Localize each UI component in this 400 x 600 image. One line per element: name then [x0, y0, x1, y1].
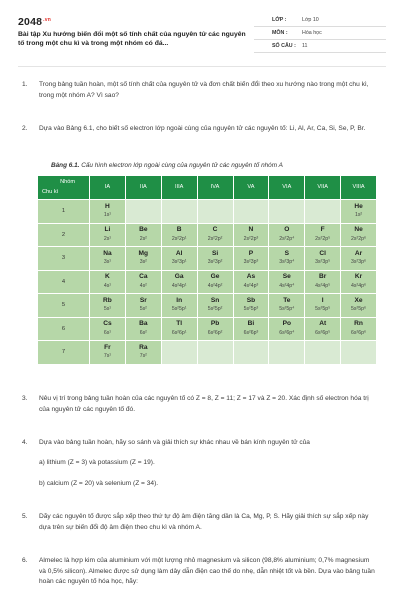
header-divider	[18, 66, 386, 67]
electron-configuration: 4s²4p³	[243, 282, 259, 289]
empty-cell	[125, 200, 161, 224]
empty-cell	[305, 200, 341, 224]
element-cell	[233, 223, 269, 247]
element-symbol: Po	[282, 320, 292, 328]
question-number: 1.	[22, 81, 28, 88]
element-symbol: Ba	[139, 320, 148, 328]
element-cell	[197, 223, 233, 247]
element-cell	[269, 317, 305, 341]
period-label: 4	[38, 270, 90, 294]
element-cell	[197, 270, 233, 294]
question-6	[22, 556, 378, 588]
electron-configuration: 2s²2p⁴	[279, 235, 295, 242]
empty-cell	[161, 200, 197, 224]
element-cell	[90, 294, 126, 318]
period-label: 5	[38, 294, 90, 318]
electron-configuration: 3s²3p¹	[171, 259, 187, 266]
element-cell	[125, 247, 161, 271]
group-header: IIIA	[161, 176, 197, 200]
question-text: Dựa vào bảng tuần hoàn, hãy so sánh và giải thích sự khác nhau về bán kính nguyên tử của	[39, 439, 310, 446]
electron-configuration: 6s²6p²	[207, 329, 223, 336]
empty-cell	[233, 341, 269, 365]
element-symbol: Fr	[104, 343, 111, 351]
element-symbol: Mg	[138, 249, 149, 257]
table-caption	[51, 162, 377, 169]
meta-value: Lớp 10	[302, 17, 319, 23]
question-3	[22, 394, 378, 415]
element-cell	[233, 317, 269, 341]
element-symbol: Al	[175, 249, 183, 257]
element-symbol: Bi	[247, 320, 255, 328]
element-cell	[90, 223, 126, 247]
question-text: Dãy các nguyên tố được sắp xếp theo thứ tự độ âm điện tăng dần là Ca, Mg, P, S. Hãy giải thích sự sắp xếp này dựa trên sự biến đổi độ âm điện theo chu kì và nhóm A.	[39, 513, 369, 531]
element-symbol: Rb	[103, 296, 112, 304]
element-cell	[305, 294, 341, 318]
element-symbol: Ga	[174, 273, 184, 281]
group-header: VIIA	[305, 176, 341, 200]
element-symbol: Cs	[103, 320, 112, 328]
question-number: 6.	[22, 557, 28, 564]
element-cell	[305, 317, 341, 341]
electron-configuration: 5s²5p⁴	[279, 306, 295, 313]
electron-configuration: 4s²4p⁵	[315, 282, 331, 289]
question-4-part-a: a) lithium (Z = 3) và potassium (Z = 19).	[39, 458, 155, 466]
electron-configuration: 1s¹	[103, 212, 112, 219]
electron-configuration: 2s¹	[103, 235, 112, 242]
empty-cell	[197, 341, 233, 365]
electron-configuration: 4s²4p⁶	[351, 282, 367, 289]
electron-configuration: 3s²3p³	[243, 259, 259, 266]
electron-configuration: 6s²6p⁵	[315, 329, 331, 336]
element-symbol: Sb	[246, 296, 256, 304]
element-symbol: I	[321, 296, 324, 304]
period-label: 1	[38, 200, 90, 224]
element-cell	[341, 200, 377, 224]
question-number: 3.	[22, 395, 28, 402]
electron-configuration: 2s²2p¹	[171, 235, 187, 242]
question-5	[22, 512, 378, 533]
group-header: VA	[233, 176, 269, 200]
meta-value: Hóa học	[302, 30, 322, 36]
electron-configuration: 2s²	[139, 235, 147, 242]
empty-cell	[161, 341, 197, 365]
element-symbol: O	[284, 226, 290, 234]
element-cell	[125, 317, 161, 341]
element-symbol: H	[105, 202, 110, 210]
table-corner-cell	[38, 176, 90, 200]
electron-configuration: 6s²6p⁶	[351, 329, 367, 336]
element-symbol: C	[212, 226, 218, 234]
element-cell	[233, 247, 269, 271]
meta-value: 11	[302, 43, 308, 49]
element-cell	[341, 294, 377, 318]
meta-row-count	[254, 40, 386, 53]
question-text: Trong bảng tuần hoàn, một số tính chất của nguyên tử và đơn chất biến đổi theo xu hướng nào trong một chu kì, trong một nhóm A? Vì sao?	[39, 81, 369, 99]
electron-configuration: 6s²6p¹	[171, 329, 187, 336]
electron-configuration: 7s²	[139, 353, 147, 360]
element-cell	[161, 270, 197, 294]
period-label: 2	[38, 223, 90, 247]
element-symbol: Xe	[354, 296, 363, 304]
electron-configuration: 6s¹	[103, 329, 112, 336]
element-cell	[305, 223, 341, 247]
group-header: IVA	[197, 176, 233, 200]
group-header: IA	[90, 176, 126, 200]
electron-configuration: 1s²	[354, 212, 363, 219]
table-row	[38, 317, 377, 341]
element-symbol: Li	[104, 226, 111, 234]
electron-configuration: 6s²6p⁴	[279, 329, 295, 336]
table-caption-text: Cấu hình electron lớp ngoài cùng của nguyên tử các nguyên tố nhóm A	[79, 162, 283, 169]
empty-cell	[233, 200, 269, 224]
element-cell	[90, 341, 126, 365]
electron-configuration: 5s²5p⁵	[315, 306, 331, 313]
electron-configuration: 5s²5p⁶	[351, 306, 367, 313]
empty-cell	[341, 341, 377, 365]
empty-cell	[305, 341, 341, 365]
question-text: Dựa vào Bảng 6.1, cho biết số electron lớp ngoài cùng của nguyên tử các nguyên tố: Li, Al, Ar, Ca, Si, Se, P, Br.	[39, 125, 366, 132]
element-symbol: Kr	[354, 273, 363, 281]
element-cell	[269, 294, 305, 318]
element-symbol: Ra	[139, 343, 148, 351]
electron-configuration: 4s²	[139, 282, 147, 289]
meta-panel	[254, 14, 386, 53]
electron-configuration: 3s²3p²	[207, 259, 223, 266]
electron-configuration: 4s²4p⁴	[279, 282, 295, 289]
element-cell	[161, 294, 197, 318]
element-symbol: Ca	[139, 273, 148, 281]
element-symbol: Be	[139, 226, 148, 234]
table-row	[38, 294, 377, 318]
element-symbol: Te	[283, 296, 291, 304]
question-text: Nêu vị trí trong bảng tuần hoàn của các nguyên tố có Z = 8, Z = 11; Z = 17 và Z = 20. Xác định số electron hóa trị của nguyên tử các nguyên tố đó.	[39, 395, 369, 413]
electron-configuration: 5s²	[139, 306, 147, 313]
element-cell	[125, 294, 161, 318]
element-symbol: Ne	[354, 226, 363, 234]
table-row	[38, 247, 377, 271]
question-1	[22, 80, 378, 101]
element-cell	[269, 247, 305, 271]
electron-configuration: 4s¹	[103, 282, 112, 289]
period-label: 7	[38, 341, 90, 365]
electron-configuration: 3s²	[139, 259, 147, 266]
empty-cell	[269, 341, 305, 365]
element-cell	[90, 270, 126, 294]
element-symbol: Tl	[176, 320, 183, 328]
logo-text: 2048	[18, 16, 43, 28]
site-logo[interactable]	[18, 16, 51, 28]
logo-suffix: .vn	[43, 16, 51, 23]
meta-row-subject	[254, 27, 386, 40]
element-symbol: F	[320, 226, 325, 234]
electron-configuration: 2s²2p³	[243, 235, 259, 242]
element-symbol: In	[176, 296, 183, 304]
element-symbol: At	[319, 320, 327, 328]
electron-configuration: 5s²5p¹	[171, 306, 187, 313]
element-symbol: P	[248, 249, 254, 257]
electron-configuration: 7s¹	[103, 353, 112, 360]
group-header: VIIIA	[341, 176, 377, 200]
period-label: 3	[38, 247, 90, 271]
electron-configuration: 4s²4p¹	[171, 282, 187, 289]
question-4-part-b: b) calcium (Z = 20) và selenium (Z = 34).	[39, 480, 159, 487]
element-cell	[341, 317, 377, 341]
element-symbol: He	[354, 202, 363, 210]
element-cell	[197, 294, 233, 318]
question-text: Almelec là hợp kim của aluminium với một lượng nhỏ magnesium và silicon (98,8% aluminium; 0,7% magnesium và 0,5% silicon). Almelec được sử dụng làm dây dẫn điện cao thế do nhẹ, dẫn nhiệt tốt và bền. Dựa vào bảng tuần hoàn các nguyên tố hóa học, hãy:	[39, 557, 375, 585]
document-header	[18, 12, 386, 68]
element-symbol: N	[248, 226, 254, 234]
element-cell	[269, 223, 305, 247]
element-symbol: Pb	[210, 320, 220, 328]
element-symbol: Sn	[210, 296, 220, 304]
electron-configuration: 3s²3p⁶	[351, 259, 367, 266]
element-cell	[341, 247, 377, 271]
element-cell	[90, 200, 126, 224]
element-cell	[161, 317, 197, 341]
question-4	[22, 438, 378, 490]
element-cell	[305, 247, 341, 271]
element-cell	[125, 223, 161, 247]
group-header: VIA	[269, 176, 305, 200]
element-symbol: Ar	[354, 249, 363, 257]
element-symbol: Sr	[139, 296, 147, 304]
element-symbol: Cl	[319, 249, 326, 257]
period-label: 6	[38, 317, 90, 341]
element-cell	[197, 317, 233, 341]
element-symbol: K	[105, 273, 110, 281]
electron-configuration: 2s²2p²	[207, 235, 223, 242]
table-header-row	[38, 176, 377, 200]
table-row	[38, 223, 377, 247]
electron-configuration: 5s²5p²	[207, 306, 223, 313]
corner-period-label: Chu kì	[42, 188, 59, 195]
table-row	[38, 341, 377, 365]
element-cell	[197, 247, 233, 271]
empty-cell	[269, 200, 305, 224]
question-number: 2.	[22, 125, 28, 132]
element-symbol: B	[176, 226, 182, 234]
element-cell	[125, 341, 161, 365]
electron-configuration: 3s²3p⁵	[315, 259, 331, 266]
element-cell	[233, 270, 269, 294]
group-header: IIA	[125, 176, 161, 200]
element-symbol: As	[246, 273, 256, 281]
periodic-table	[37, 175, 377, 365]
empty-cell	[197, 200, 233, 224]
question-2	[22, 124, 378, 135]
electron-configuration: 5s¹	[103, 306, 112, 313]
element-symbol: Na	[103, 249, 112, 257]
question-number: 4.	[22, 439, 28, 446]
meta-key: MÔN :	[272, 30, 288, 36]
meta-row-class	[254, 14, 386, 27]
element-cell	[233, 294, 269, 318]
electron-configuration: 5s²5p³	[243, 306, 259, 313]
electron-configuration: 3s²3p⁴	[279, 259, 295, 266]
table-row	[38, 270, 377, 294]
element-cell	[305, 270, 341, 294]
meta-key: LỚP :	[272, 17, 287, 23]
page-title: Bài tập Xu hướng biến đổi một số tính chất của nguyên tử các nguyên tố trong một chu kì và trong một nhóm có đá...	[18, 31, 246, 47]
element-cell	[90, 317, 126, 341]
electron-configuration: 6s²	[139, 329, 147, 336]
element-cell	[90, 247, 126, 271]
element-symbol: S	[284, 249, 290, 257]
element-symbol: Br	[319, 273, 327, 281]
element-symbol: Si	[211, 249, 219, 257]
element-symbol: Ge	[210, 273, 220, 281]
element-symbol: Rn	[354, 320, 363, 328]
table-caption-label: Bảng 6.1.	[51, 162, 80, 169]
element-cell	[161, 223, 197, 247]
meta-key: SỐ CÂU :	[272, 43, 296, 49]
electron-configuration: 2s²2p⁶	[351, 235, 367, 242]
element-cell	[269, 270, 305, 294]
element-cell	[341, 223, 377, 247]
element-cell	[341, 270, 377, 294]
electron-configuration: 6s²6p³	[243, 329, 259, 336]
element-cell	[125, 270, 161, 294]
element-symbol: Se	[282, 273, 291, 281]
electron-configuration: 2s²2p⁵	[315, 235, 331, 242]
table-row	[38, 200, 377, 224]
corner-group-label: Nhóm	[60, 179, 75, 185]
electron-config-table	[37, 162, 377, 365]
electron-configuration: 3s¹	[103, 259, 112, 266]
question-number: 5.	[22, 513, 28, 520]
element-cell	[161, 247, 197, 271]
electron-configuration: 4s²4p²	[207, 282, 223, 289]
